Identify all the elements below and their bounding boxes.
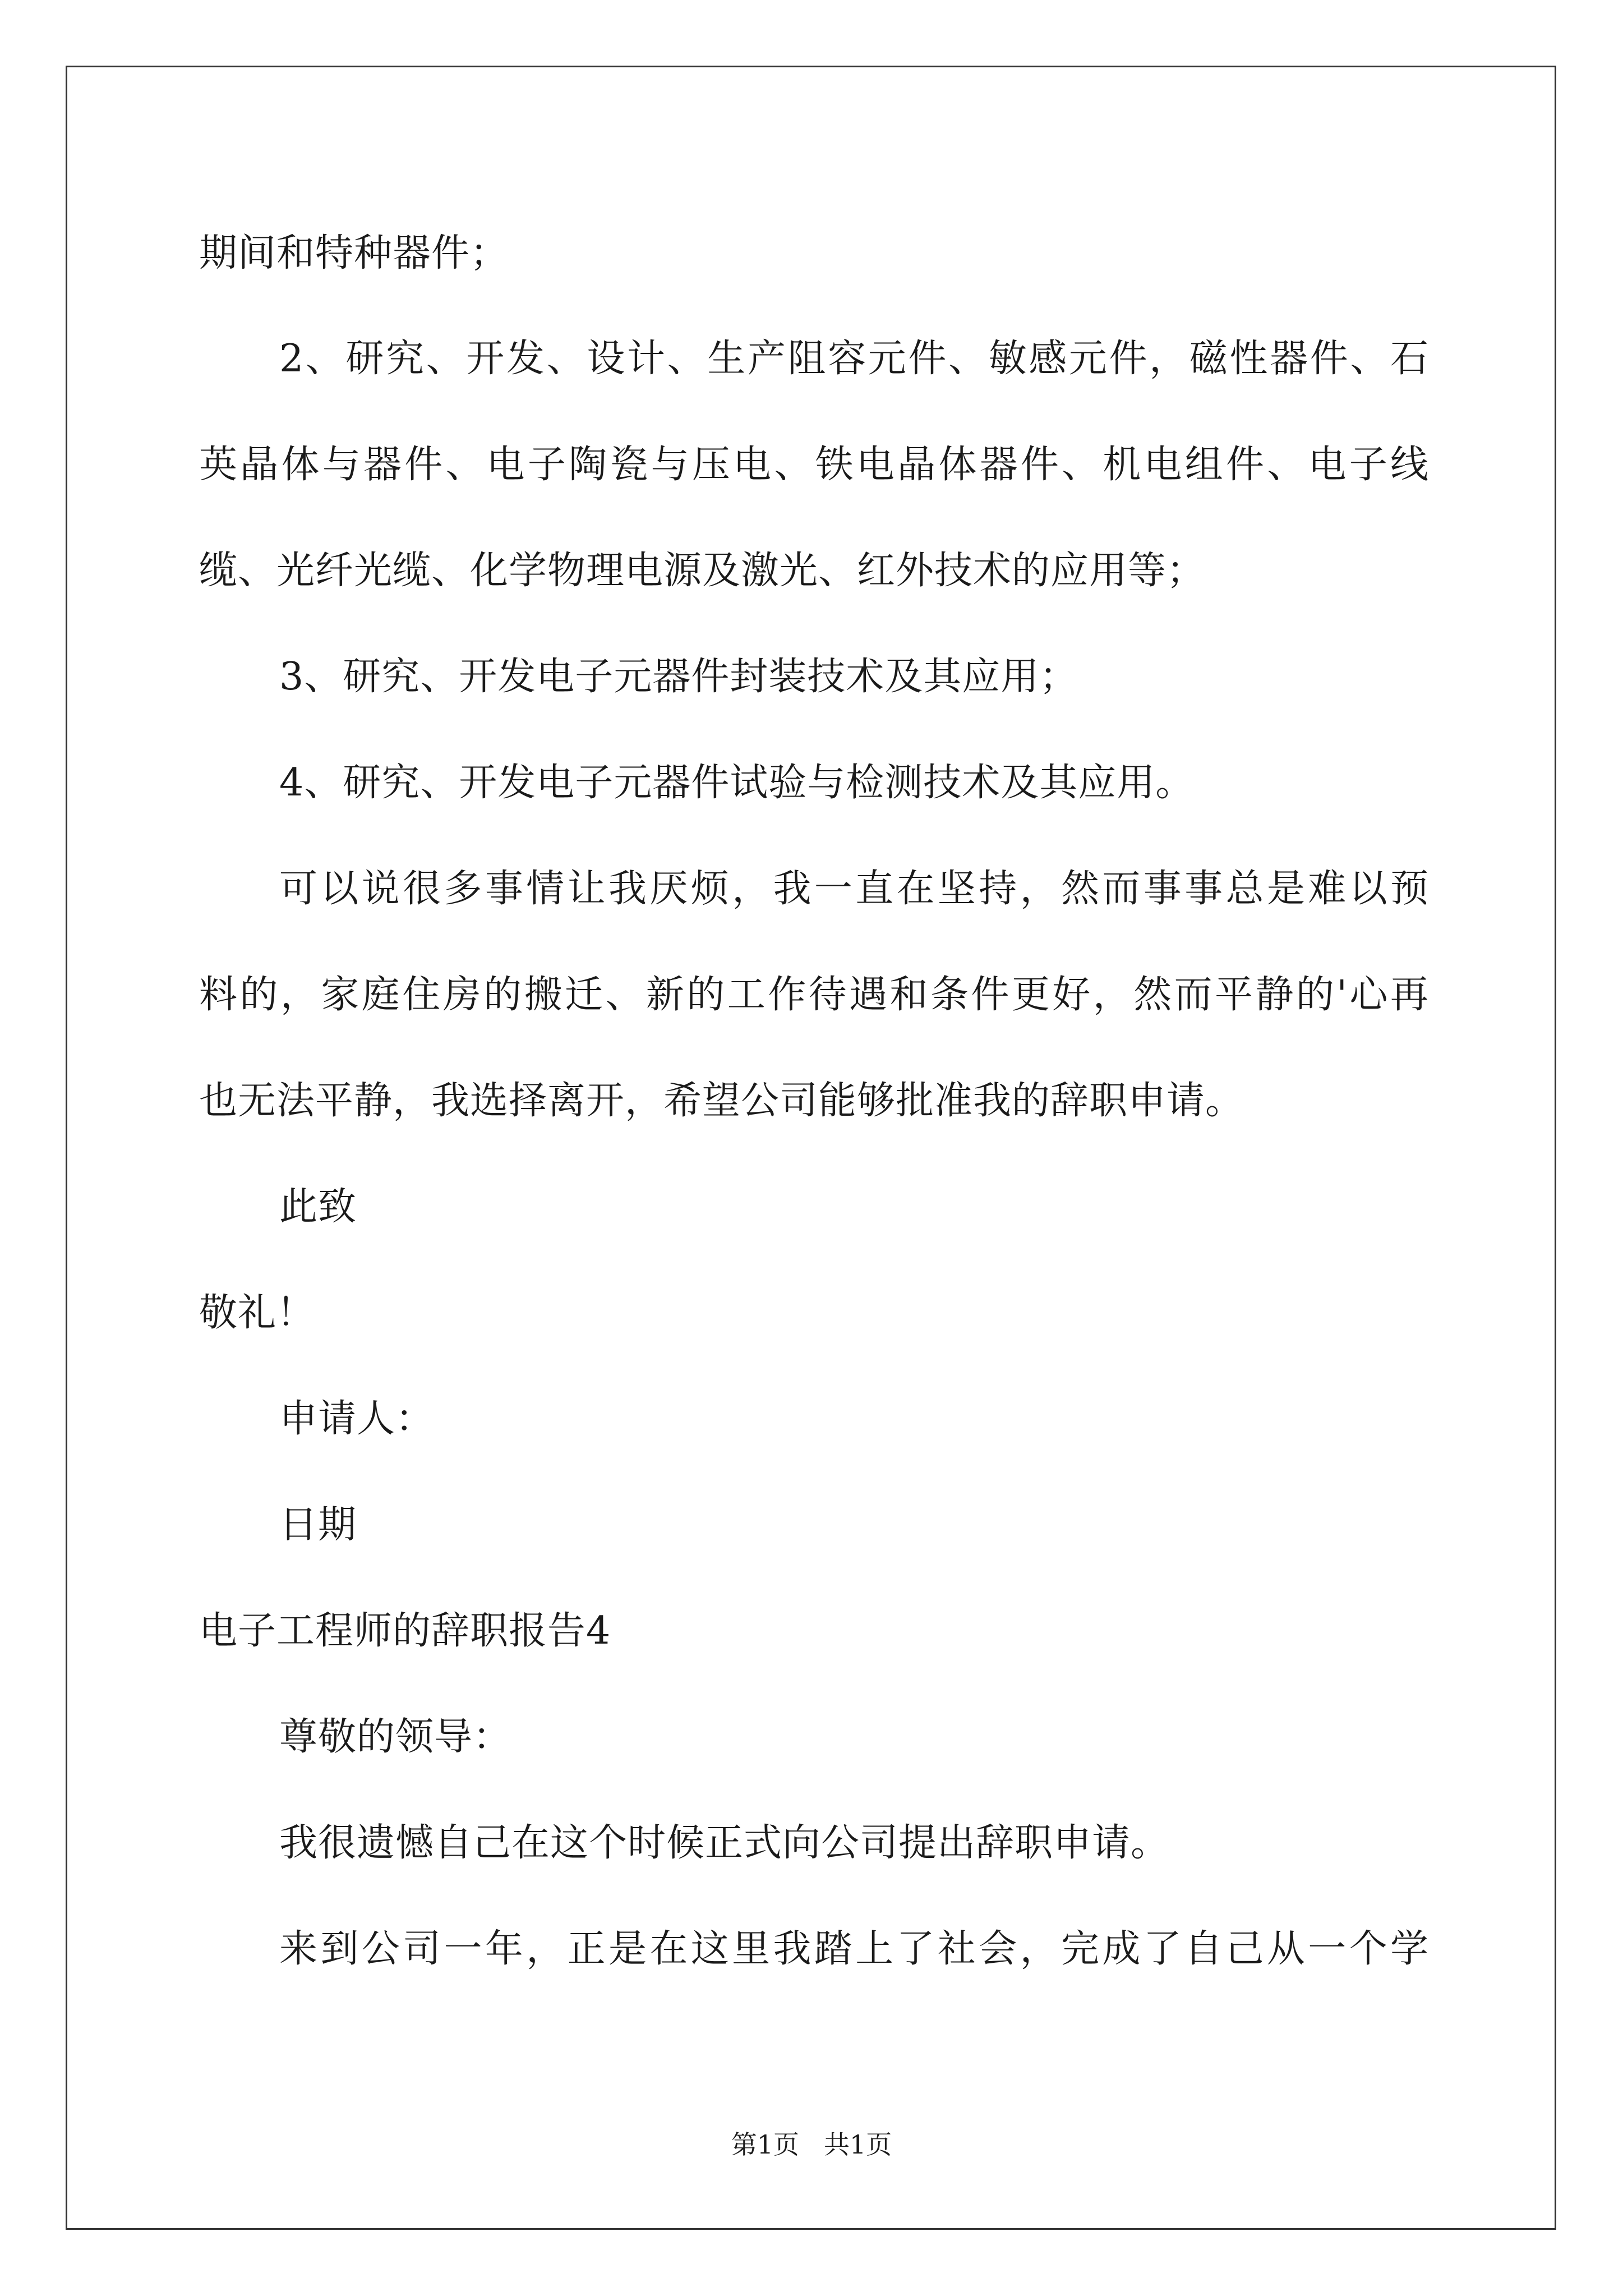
text-line-1: 期间和特种器件； [199, 231, 509, 275]
text-line-5: 3、研究、开发电子元器件封装技术及其应用； [279, 655, 1078, 699]
text-line-12: 申请人： [279, 1397, 435, 1441]
text-line-17: 来到公司一年，正是在这里我踏上了社会，完成了自己从一个学 [279, 1927, 1429, 1971]
text-line-2: 2、研究、开发、设计、生产阻容元件、敏感元件，磁性器件、石 [279, 337, 1429, 381]
text-line-16: 我很遗憾自己在这个时候正式向公司提出辞职申请。 [279, 1821, 1170, 1865]
text-line-6: 4、研究、开发电子元器件试验与检测技术及其应用。 [279, 761, 1195, 805]
text-line-15: 尊敬的领导： [279, 1715, 512, 1759]
text-line-9: 也无法平静，我选择离开，希望公司能够批准我的辞职申请。 [199, 1079, 1244, 1123]
page-number-total: 共1页 [824, 2129, 892, 2160]
text-line-10: 此致 [279, 1185, 357, 1229]
text-line-11: 敬礼！ [199, 1291, 316, 1335]
text-line-4: 缆、光纤光缆、化学物理电源及激光、红外技术的应用等； [199, 549, 1206, 593]
section-title: 电子工程师的辞职报告4 [199, 1609, 611, 1653]
text-line-7: 可以说很多事情让我厌烦，我一直在坚持，然而事事总是难以预 [279, 867, 1429, 911]
page-footer [0, 2129, 1623, 2160]
page-number-current: 第1页 [731, 2129, 799, 2160]
page-border [66, 66, 1556, 2230]
text-line-3: 英晶体与器件、电子陶瓷与压电、铁电晶体器件、机电组件、电子线 [199, 443, 1429, 487]
text-line-13: 日期 [279, 1503, 357, 1547]
text-line-8: 料的，家庭住房的搬迁、新的工作待遇和条件更好，然而平静的'心再 [199, 973, 1429, 1017]
